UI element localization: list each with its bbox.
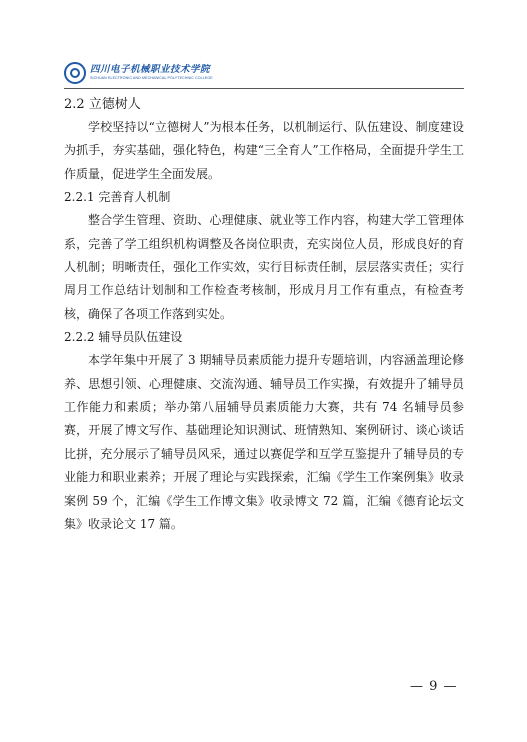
school-logo-icon <box>64 62 86 84</box>
document-body <box>64 94 464 537</box>
header-divider <box>64 88 464 89</box>
school-name <box>90 65 213 80</box>
section-paragraph: 学校坚持以“立德树人”为根本任务，以机制运行、队伍建设、制度建设为抓手，夯实基础，强化特色，构建“三全育人”工作格局，全面提升学生工作质量，促进学生全面发展。 <box>64 120 464 181</box>
school-name-cn: 四川电子机械职业技术学院 <box>90 64 211 76</box>
page-number: — 9 — <box>410 679 458 694</box>
section-heading: 2.2 立德树人 <box>64 97 141 112</box>
subsection-paragraph: 整合学生管理、资助、心理健康、就业等工作内容，构建大学工管理体系，完善了学工组织机构调整及各岗位职责，充实岗位人员，形成良好的育人机制；明晰责任，强化工作实效，实行目标责任制，层层落实责任；实行周月工作总结计划制和工作检查考核制，形成月月工作有重点，有检查考核，确保了各项工作落到实处。 <box>64 213 464 321</box>
school-name-en: SICHUAN ELECTRONIC AND MECHANICAL POLYTECHNIC COLLEGE <box>90 75 213 80</box>
subsection-heading: 2.2.2 辅导员队伍建设 <box>64 330 183 345</box>
subsection-heading: 2.2.1 完善育人机制 <box>64 190 171 205</box>
page-header <box>64 60 464 86</box>
subsection-paragraph: 本学年集中开展了 3 期辅导员素质能力提升专题培训，内容涵盖理论修养、思想引领、心理健康、交流沟通、辅导员工作实操，有效提升了辅导员工作能力和素质；举办第八届辅导员素质能力大赛，共有 74 名辅导员参赛，开展了博文写作、基础理论知识测试、班情熟知、案例研讨、谈心谈话比拼，充分展示了辅导员风采，通过以赛促学和互学互鉴提升了辅导员的专业能力和职业素养；开展了理论与实践探索，汇编《学生工作案例集》收录案例 59 个，汇编《学生工作博文集》收录博文 72 篇，汇编《德育论坛文集》收录论文 17 篇。 <box>64 353 464 532</box>
